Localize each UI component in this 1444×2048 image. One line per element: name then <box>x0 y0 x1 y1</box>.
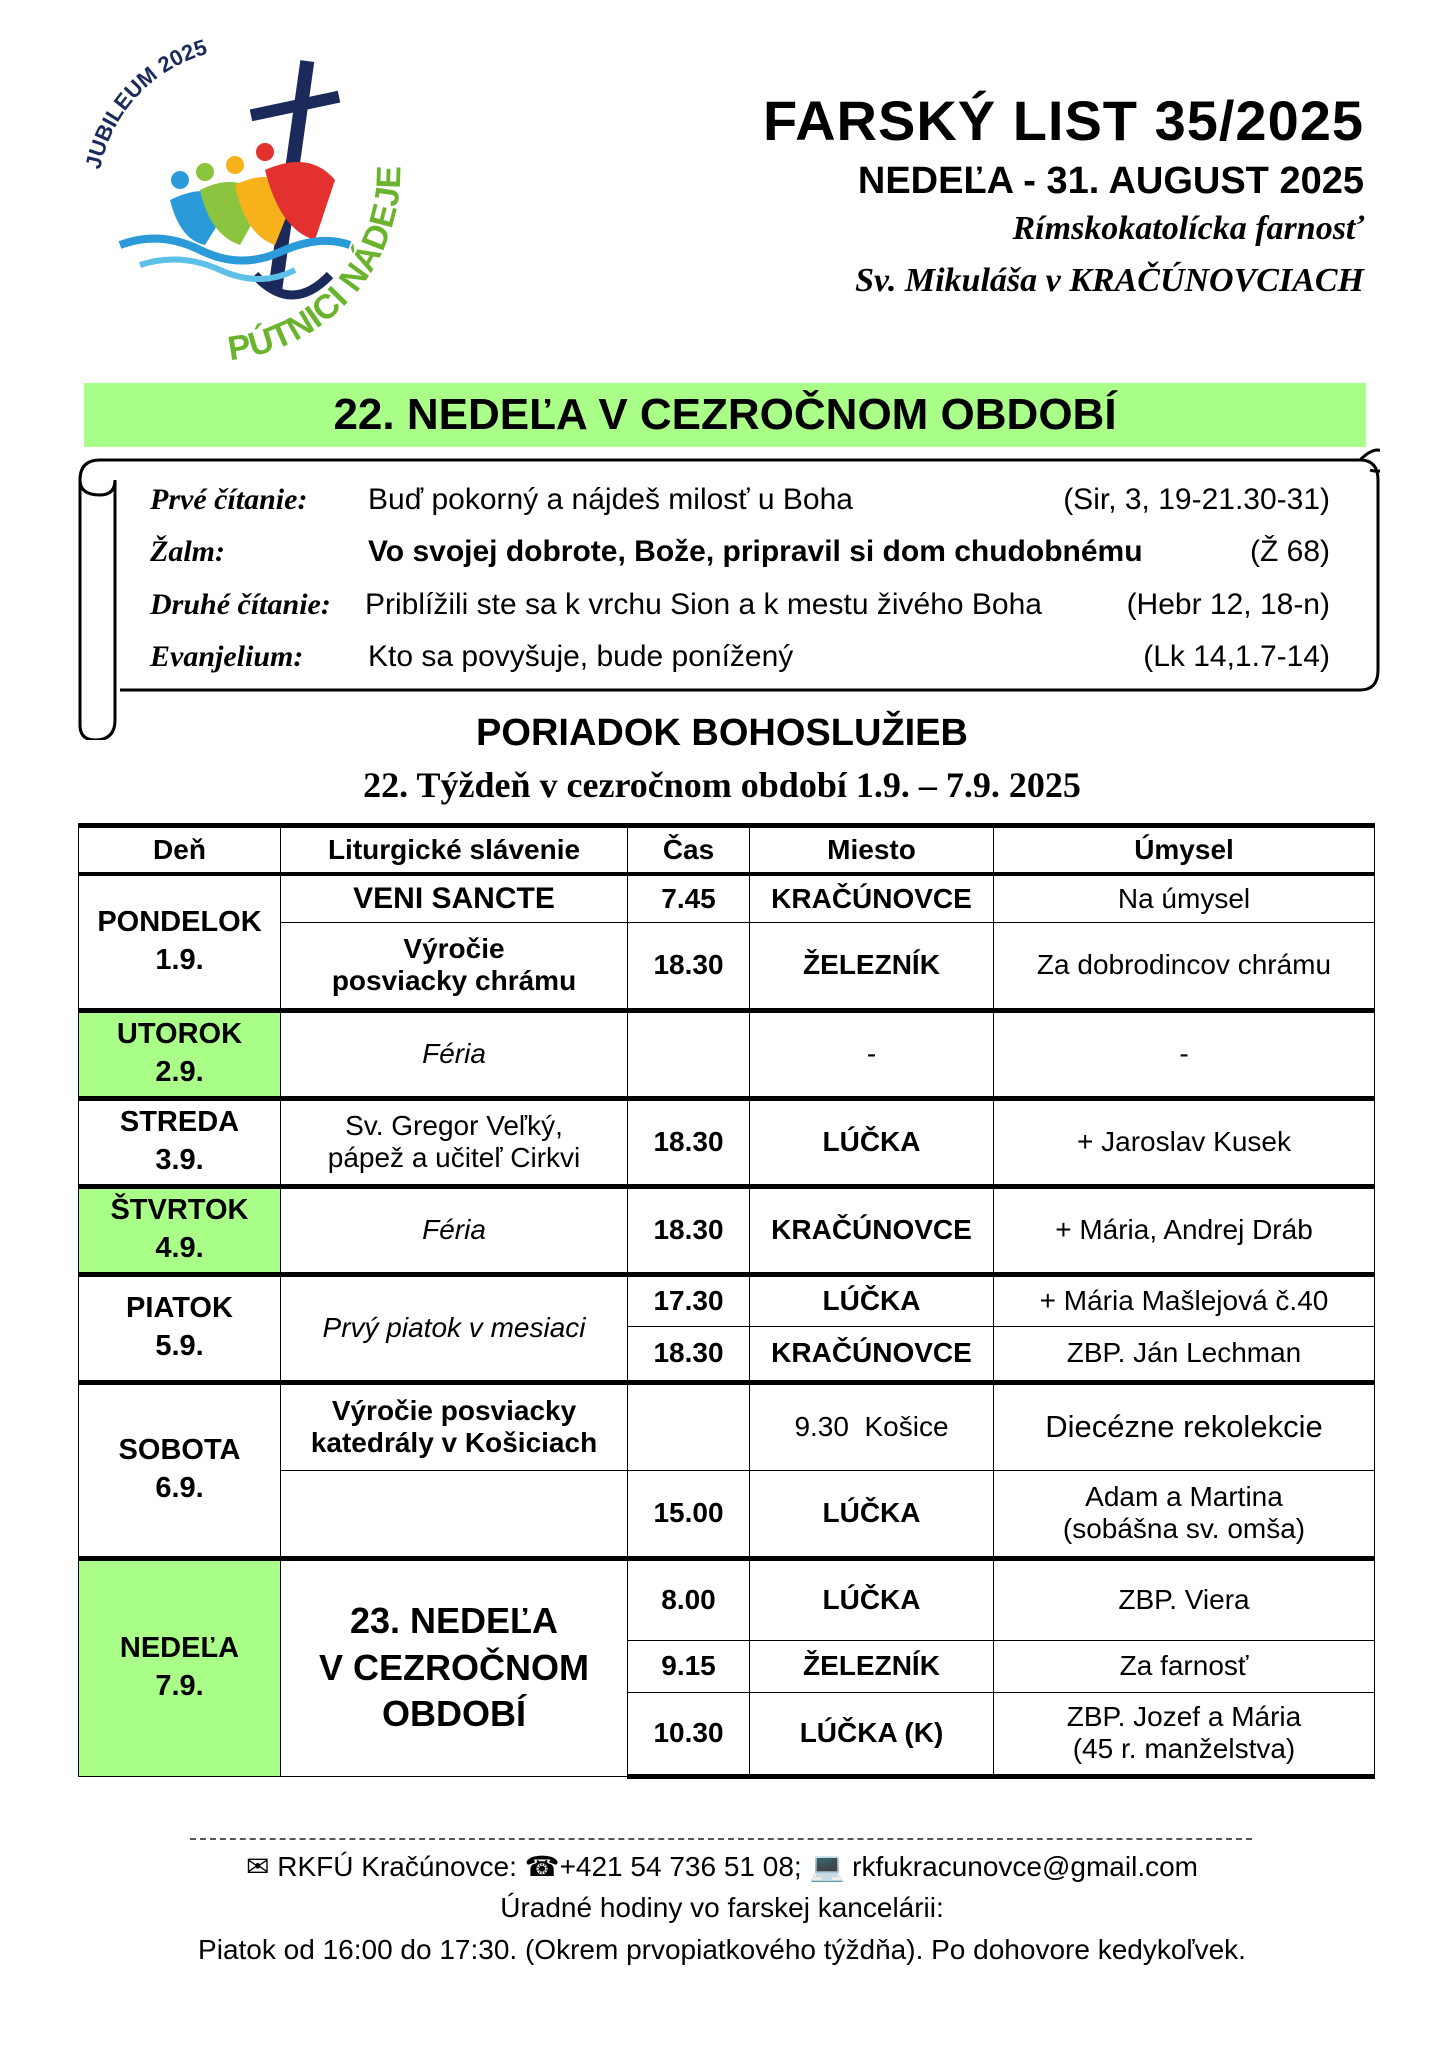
time-cell: 17.30 <box>628 1274 750 1326</box>
parish-line-1: Rímskokatolícka farnosť <box>1012 210 1364 247</box>
liturgy-cell: 23. NEDEĽA V CEZROČNOM OBDOBÍ <box>281 1558 628 1776</box>
intention-cell: Za farnosť <box>994 1640 1375 1692</box>
table-row <box>79 874 1375 922</box>
day-cell: ŠTVRTOK 4.9. <box>79 1186 281 1274</box>
time-cell: 9.15 <box>628 1640 750 1692</box>
table-row <box>79 1010 1375 1098</box>
intention-cell: ZBP. Ján Lechman <box>994 1326 1375 1382</box>
time-cell: 10.30 <box>628 1692 750 1776</box>
table-row <box>79 1274 1375 1326</box>
logo-arc-text: JUBILEUM 2025 <box>80 34 210 172</box>
liturgy-cell: Prvý piatok v mesiaci <box>281 1274 628 1382</box>
place-cell: LÚČKA <box>750 1470 994 1558</box>
day-cell: STREDA 3.9. <box>79 1098 281 1186</box>
footer-hours: Piatok od 16:00 do 17:30. (Okrem prvopiatkového týždňa). Po dohovore kedykoľvek. <box>198 1934 1246 1965</box>
day-cell: SOBOTA 6.9. <box>79 1382 281 1558</box>
table-row <box>79 1558 1375 1640</box>
table-row <box>79 1186 1375 1274</box>
place-cell: KRAČÚNOVCE <box>750 1186 994 1274</box>
day-cell: PIATOK 5.9. <box>79 1274 281 1382</box>
reading-ref: (Sir, 3, 19-21.30-31) <box>1063 483 1330 516</box>
place-cell: ŽELEZNÍK <box>750 1640 994 1692</box>
time-cell: 15.00 <box>628 1470 750 1558</box>
time-cell: 7.45 <box>628 874 750 922</box>
place-cell: LÚČKA (K) <box>750 1692 994 1776</box>
intention-cell: + Mária Mašlejová č.40 <box>994 1274 1375 1326</box>
logo-bottom-text: PÚTNICI NÁDEJE <box>225 165 409 369</box>
computer-icon: 💻 <box>809 1851 845 1882</box>
footer-phone: +421 54 736 51 08; <box>559 1851 802 1882</box>
liturgy-cell: Féria <box>281 1186 628 1274</box>
reading-ref: (Hebr 12, 18-n) <box>1126 588 1330 621</box>
liturgy-cell: Féria <box>281 1010 628 1098</box>
place-cell: LÚČKA <box>750 1558 994 1640</box>
liturgy-cell: Výročie posviacky chrámu <box>281 922 628 1010</box>
liturgy-cell: Výročie posviacky katedrály v Košiciach <box>281 1382 628 1470</box>
intention-cell: Za dobrodincov chrámu <box>994 922 1375 1010</box>
time-cell: 18.30 <box>628 1186 750 1274</box>
intention-cell: ZBP. Jozef a Mária (45 r. manželstva) <box>994 1692 1375 1776</box>
reading-label: Žalm: <box>150 535 225 568</box>
footer-divider <box>190 1838 1252 1840</box>
bulletin-title: FARSKÝ LIST 35/2025 <box>762 89 1364 152</box>
phone-icon: ☎ <box>524 1851 560 1882</box>
time-cell <box>628 1010 750 1098</box>
place-cell: LÚČKA <box>750 1098 994 1186</box>
intention-cell: + Jaroslav Kusek <box>994 1098 1375 1186</box>
mailbox-icon: ✉ <box>246 1851 270 1882</box>
reading-text: Vo svojej dobrote, Bože, pripravil si dom chudobnému <box>368 535 1143 568</box>
reading-label: Druhé čítanie: <box>150 588 331 621</box>
table-row <box>79 1098 1375 1186</box>
reading-first <box>150 475 1330 525</box>
intention-cell: ZBP. Viera <box>994 1558 1375 1640</box>
schedule-title: PORIADOK BOHOSLUŽIEB <box>476 712 968 754</box>
time-cell <box>628 1382 750 1470</box>
reading-label: Evanjelium: <box>150 640 304 673</box>
reading-ref: (Ž 68) <box>1249 535 1330 568</box>
bulletin-date: NEDEĽA - 31. AUGUST 2025 <box>857 160 1364 202</box>
intention-cell: Na úmysel <box>994 874 1375 922</box>
place-cell: LÚČKA <box>750 1274 994 1326</box>
mass-schedule-table <box>78 823 1375 1779</box>
reading-gospel <box>150 632 1330 682</box>
liturgy-cell: VENI SANCTE <box>281 874 628 922</box>
reading-text: Buď pokorný a nájdeš milosť u Boha <box>368 483 853 516</box>
place-cell: KRAČÚNOVCE <box>750 874 994 922</box>
parish-line-2: Sv. Mikuláša v KRAČÚNOVCIACH <box>855 262 1364 299</box>
place-cell: - <box>750 1010 994 1098</box>
col-header-liturgy: Liturgické slávenie <box>281 826 628 875</box>
time-cell: 8.00 <box>628 1558 750 1640</box>
place-cell: KRAČÚNOVCE <box>750 1326 994 1382</box>
schedule-week: 22. Týždeň v cezročnom období 1.9. – 7.9. 2025 <box>363 765 1081 805</box>
time-cell: 18.30 <box>628 922 750 1010</box>
sunday-title: 22. NEDEĽA V CEZROČNOM OBDOBÍ <box>84 383 1366 447</box>
col-header-time: Čas <box>628 826 750 875</box>
intention-cell: Diecézne rekolekcie <box>994 1382 1375 1470</box>
col-header-place: Miesto <box>750 826 994 875</box>
intention-cell: Adam a Martina (sobášna sv. omša) <box>994 1470 1375 1558</box>
day-cell: NEDEĽA 7.9. <box>79 1558 281 1776</box>
col-header-intention: Úmysel <box>994 826 1375 875</box>
intention-cell: + Mária, Andrej Dráb <box>994 1186 1375 1274</box>
place-cell: 9.30 Košice <box>750 1382 994 1470</box>
reading-psalm <box>150 527 1330 577</box>
footer-hours-title: Úradné hodiny vo farskej kancelárii: <box>500 1892 944 1923</box>
footer-email[interactable]: rkfukracunovce@gmail.com <box>852 1851 1198 1882</box>
reading-label: Prvé čítanie: <box>150 483 308 516</box>
reading-text: Kto sa povyšuje, bude ponížený <box>368 640 794 673</box>
footer-org: RKFÚ Kračúnovce: <box>277 1851 517 1882</box>
reading-text: Priblížili ste sa k vrchu Sion a k mestu živého Boha <box>365 588 1042 621</box>
time-cell: 18.30 <box>628 1326 750 1382</box>
table-row <box>79 1382 1375 1470</box>
time-cell: 18.30 <box>628 1098 750 1186</box>
day-cell: PONDELOK 1.9. <box>79 874 281 1010</box>
reading-ref: (Lk 14,1.7-14) <box>1143 640 1330 673</box>
col-header-day: Deň <box>79 826 281 875</box>
day-cell: UTOROK 2.9. <box>79 1010 281 1098</box>
intention-cell: - <box>994 1010 1375 1098</box>
liturgy-cell: Sv. Gregor Veľký, pápež a učiteľ Cirkvi <box>281 1098 628 1186</box>
liturgy-cell <box>281 1470 628 1558</box>
footer-contact <box>0 1850 1444 1883</box>
place-cell: ŽELEZNÍK <box>750 922 994 1010</box>
jubilee-logo <box>80 30 450 390</box>
reading-second <box>150 580 1330 630</box>
